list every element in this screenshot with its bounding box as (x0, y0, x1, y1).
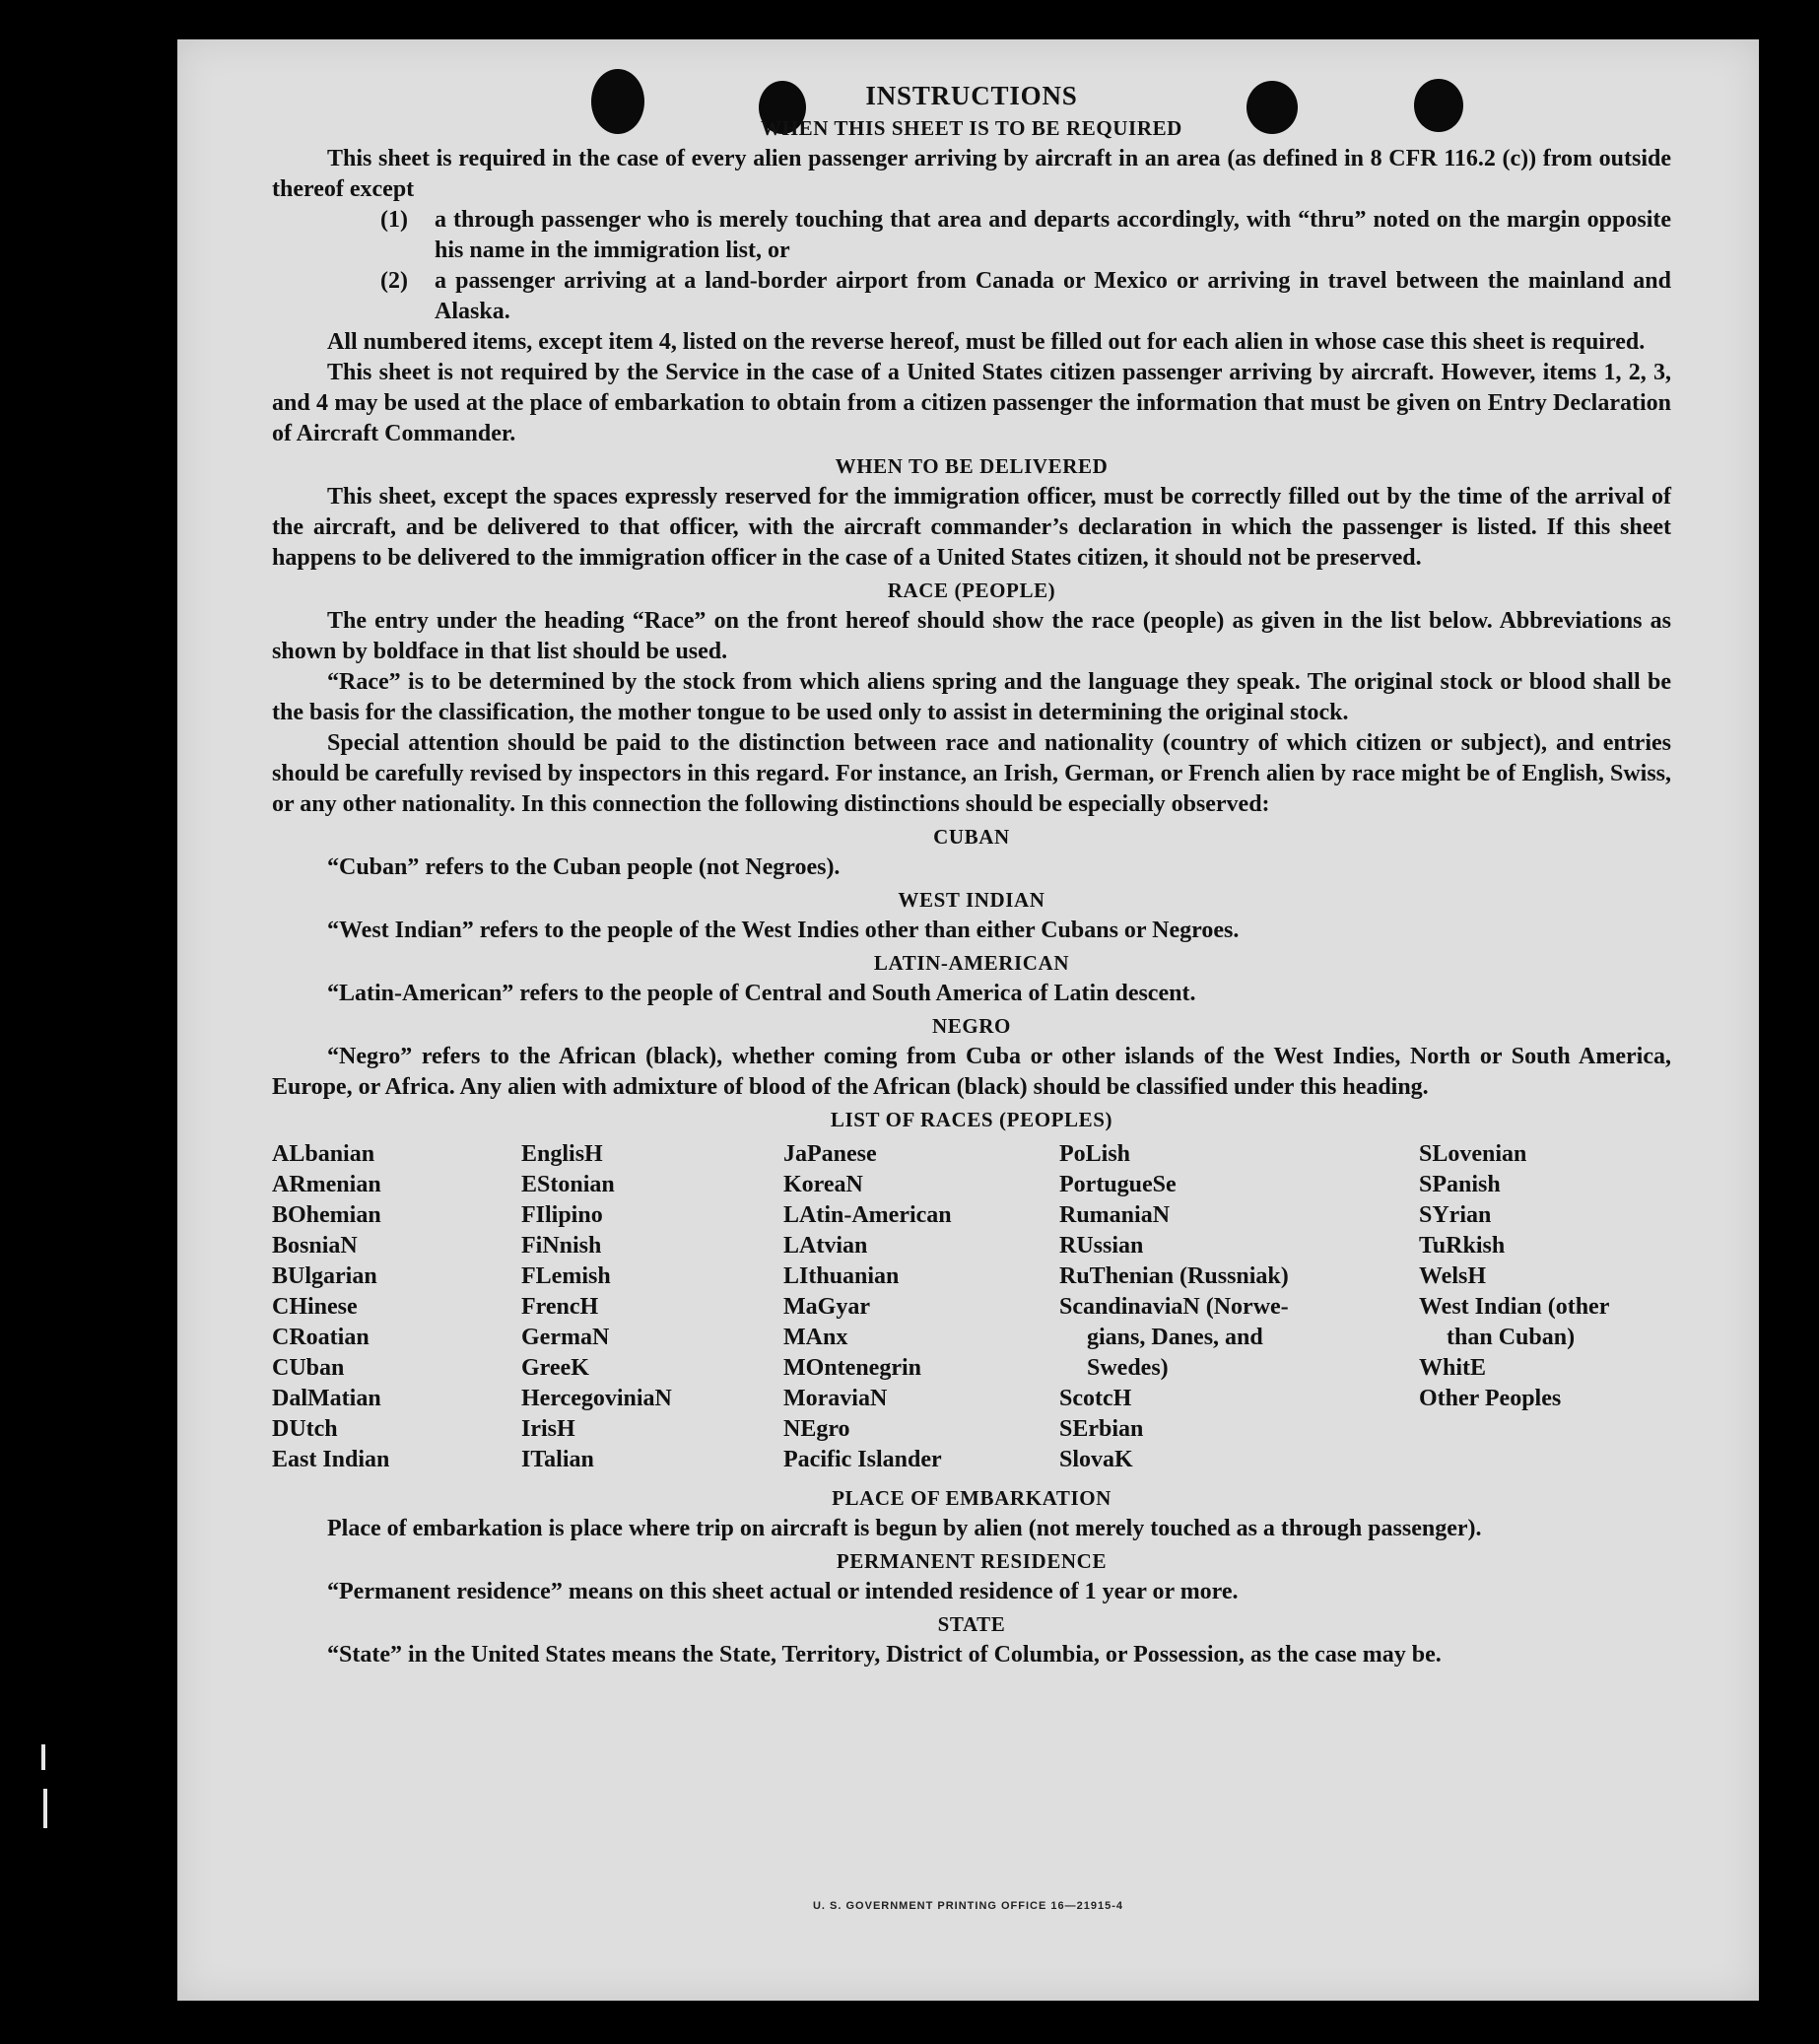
section-heading-race: RACE (PEOPLE) (887, 579, 1056, 602)
section-heading-west-indian: WEST INDIAN (898, 888, 1045, 912)
race-list (272, 1139, 1671, 1475)
paragraph: This sheet is not required by the Service in the case of a United States citizen passenger arriving by aircraft. However, items 1, 2, 3, and 4 may be used at the place of embarkation to obtain from a citizen passenger the information that must be given on Entry Declaration of Aircraft Commander. (272, 360, 1671, 446)
paragraph: “Cuban” refers to the Cuban people (not Negroes). (327, 854, 841, 880)
race-item: SErbian (1059, 1416, 1144, 1442)
race-item: RuThenian (Russniak) (1059, 1263, 1289, 1289)
race-item: WhitE (1419, 1355, 1487, 1381)
race-item: EnglisH (521, 1141, 603, 1167)
race-item: East Indian (272, 1447, 390, 1472)
paragraph: “Negro” refers to the African (black), whether coming from Cuba or other islands of the West Indies, North or South America, Europe, or Africa. Any alien with admixture of blood of the African (black) should be classified under this heading. (272, 1044, 1671, 1100)
race-column (521, 1139, 783, 1475)
race-item: GreeK (521, 1355, 589, 1381)
race-item: FIlipino (521, 1202, 603, 1228)
paragraph: “State” in the United States means the State, Territory, District of Columbia, or Possession, as the case may be. (327, 1642, 1442, 1668)
list-text: a through passenger who is merely touching that area and departs accordingly, with “thru” noted on the margin opposite his name in the immigration list, or (435, 207, 1671, 263)
race-item: MaGyar (783, 1294, 870, 1320)
race-item: GermaN (521, 1325, 610, 1350)
race-item: NEgro (783, 1416, 850, 1442)
race-item: PortugueSe (1059, 1172, 1177, 1197)
race-item: BUlgarian (272, 1263, 377, 1289)
race-item: West Indian (other (1419, 1294, 1610, 1320)
race-item: RUssian (1059, 1233, 1144, 1259)
race-item: CUban (272, 1355, 345, 1381)
race-item: WelsH (1419, 1263, 1487, 1289)
race-item: CHinese (272, 1294, 358, 1320)
paragraph: Special attention should be paid to the distinction between race and nationality (country of which citizen or subject), and entries should be carefully revised by inspectors in this regard. For instance, an Irish, German, or French alien by race might be of English, Swiss, or any other nationality. In this connection the following distinctions should be especially observed: (272, 730, 1671, 817)
paragraph: The entry under the heading “Race” on the front hereof should show the race (people) as given in the list below. Abbreviations as shown by boldface in that list should be used. (272, 608, 1671, 664)
document-page (177, 39, 1759, 2001)
section-heading-races: LIST OF RACES (PEOPLES) (830, 1108, 1113, 1131)
race-item: FiNnish (521, 1233, 602, 1259)
race-item: SLovenian (1419, 1141, 1527, 1167)
race-item: LIthuanian (783, 1263, 900, 1289)
race-item: ARmenian (272, 1172, 381, 1197)
race-column (783, 1139, 1059, 1475)
section-heading-required: WHEN THIS SHEET IS TO BE REQUIRED (761, 116, 1182, 140)
paragraph: “West Indian” refers to the people of the West Indies other than either Cubans or Negroes. (327, 918, 1240, 943)
section-heading-delivered: WHEN TO BE DELIVERED (835, 454, 1109, 478)
race-item: ITalian (521, 1447, 594, 1472)
race-item: SlovaK (1059, 1447, 1133, 1472)
race-item: ScotcH (1059, 1386, 1132, 1411)
race-item: JaPanese (783, 1141, 877, 1167)
race-item: FrencH (521, 1294, 599, 1320)
race-item: MOntenegrin (783, 1355, 921, 1381)
race-item: MoraviaN (783, 1386, 888, 1411)
race-item: EStonian (521, 1172, 615, 1197)
race-item: Pacific Islander (783, 1447, 942, 1472)
race-item: HercegoviniaN (521, 1386, 672, 1411)
race-item: LAtvian (783, 1233, 868, 1259)
race-item: KoreaN (783, 1172, 863, 1197)
list-text: a passenger arriving at a land-border airport from Canada or Mexico or arriving in travel between the mainland and Alaska. (435, 268, 1671, 324)
section-heading-negro: NEGRO (931, 1014, 1011, 1038)
scan-artifact (41, 1744, 45, 1770)
race-item: PoLish (1059, 1141, 1131, 1167)
page-title: INSTRUCTIONS (865, 81, 1078, 110)
list-number: (1) (380, 207, 408, 233)
list-number: (2) (380, 268, 408, 294)
race-item: BOhemian (272, 1202, 381, 1228)
race-column (272, 1139, 521, 1475)
race-item: RumaniaN (1059, 1202, 1171, 1228)
race-column (1059, 1139, 1419, 1475)
race-item: SPanish (1419, 1172, 1501, 1197)
paragraph: All numbered items, except item 4, listed on the reverse hereof, must be filled out for each alien in whose case this sheet is required. (327, 329, 1646, 355)
section-heading-latin-american: LATIN-AMERICAN (873, 951, 1070, 975)
race-item: TuRkish (1419, 1233, 1506, 1259)
race-item: Other Peoples (1419, 1386, 1562, 1411)
race-item: IrisH (521, 1416, 575, 1442)
race-item: FLemish (521, 1263, 611, 1289)
paragraph: “Latin-American” refers to the people of Central and South America of Latin descent. (327, 981, 1196, 1006)
paragraph: Place of embarkation is place where trip on aircraft is begun by alien (not merely touched as a through passenger). (327, 1516, 1482, 1541)
race-item: BosniaN (272, 1233, 358, 1259)
race-column (1419, 1139, 1671, 1475)
race-item: LAtin-American (783, 1202, 952, 1228)
paragraph: This sheet, except the spaces expressly reserved for the immigration officer, must be correctly filled out by the time of the arrival of the aircraft, and be delivered to that officer, with the aircraft commander’s declaration in which the passenger is listed. If this sheet happens to be delivered to the immigration officer in the case of a United States citizen, it should not be preserved. (272, 484, 1671, 571)
list-item (272, 205, 1671, 266)
race-item: DUtch (272, 1416, 338, 1442)
paragraph: “Permanent residence” means on this sheet actual or intended residence of 1 year or more. (327, 1579, 1239, 1604)
race-item: Swedes) (1087, 1355, 1169, 1381)
list-item (272, 266, 1671, 327)
race-item: MAnx (783, 1325, 848, 1350)
instructions-body (272, 79, 1671, 1670)
section-heading-embarkation: PLACE OF EMBARKATION (832, 1486, 1112, 1510)
race-item: SYrian (1419, 1202, 1492, 1228)
scan-artifact (43, 1789, 47, 1828)
section-heading-cuban: CUBAN (933, 825, 1010, 849)
race-item: than Cuban) (1447, 1325, 1576, 1350)
race-item: ALbanian (272, 1141, 375, 1167)
race-item: ScandinaviaN (Norwe- (1059, 1294, 1289, 1320)
race-item: gians, Danes, and (1087, 1325, 1263, 1350)
paragraph: This sheet is required in the case of every alien passenger arriving by aircraft in an area (as defined in 8 CFR 116.2 (c)) from outside thereof except (272, 146, 1671, 202)
race-item: DalMatian (272, 1386, 381, 1411)
section-heading-state: STATE (937, 1612, 1006, 1636)
paragraph: “Race” is to be determined by the stock from which aliens spring and the language they speak. The original stock or blood shall be the basis for the classification, the mother tongue to be used only to assist in determining the original stock. (272, 669, 1671, 725)
section-heading-residence: PERMANENT RESIDENCE (836, 1549, 1108, 1573)
race-item: CRoatian (272, 1325, 370, 1350)
printer-imprint: U. S. GOVERNMENT PRINTING OFFICE 16—21915-4 (812, 1900, 1123, 1912)
